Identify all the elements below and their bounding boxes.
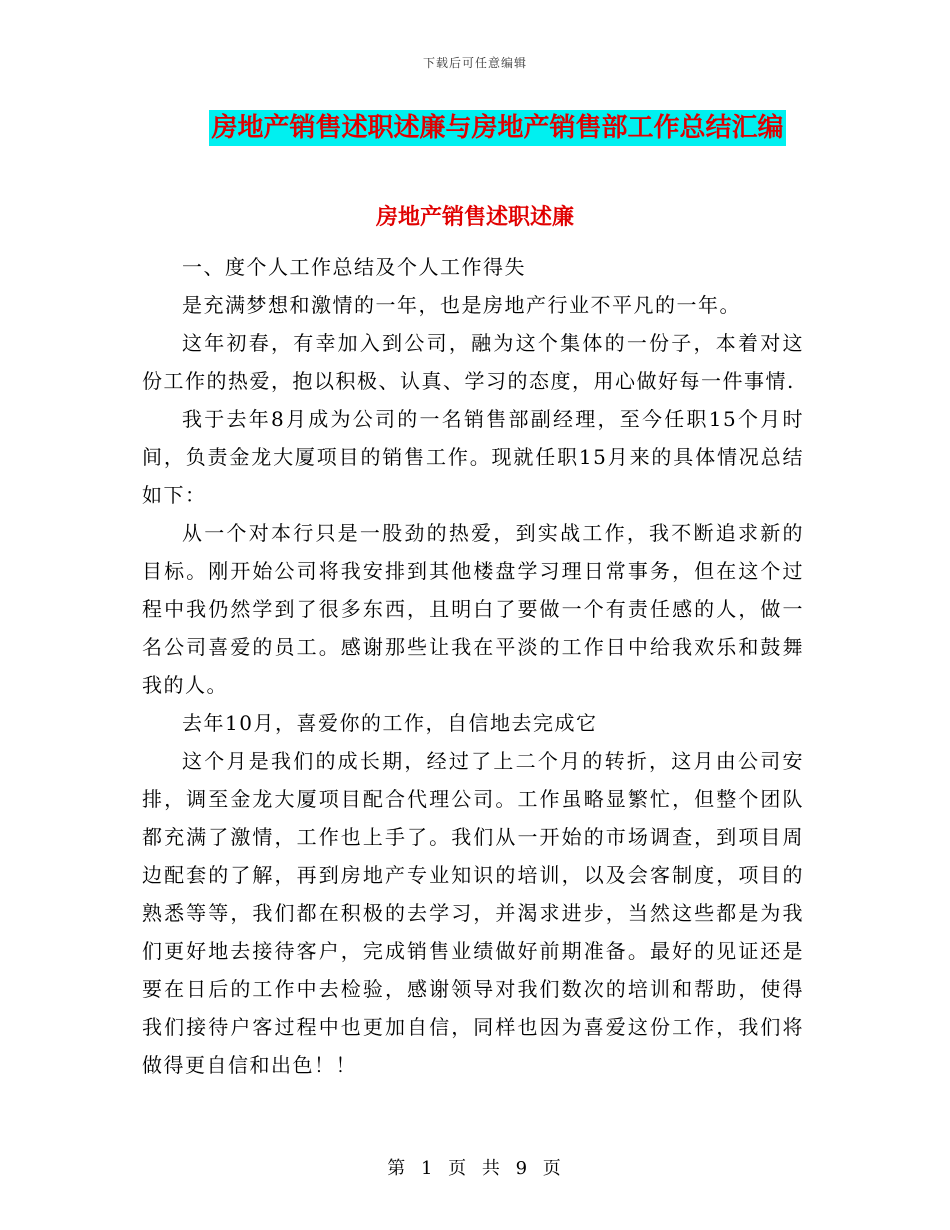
body-paragraph: 是充满梦想和激情的一年，也是房地产行业不平凡的一年。 <box>182 293 741 317</box>
document-title: 房地产销售述职述廉与房地产销售部工作总结汇编 <box>209 110 785 146</box>
body-paragraph: 一、度个人工作总结及个人工作得失 <box>182 255 526 279</box>
page-number-footer: 第 1 页 共 9 页 <box>387 1158 563 1179</box>
section-title: 房地产销售述职述廉 <box>375 204 574 230</box>
body-paragraph: 从一个对本行只是一股劲的热爱，到实战工作，我不断追求新的目标。刚开始公司将我安排到其他楼盘学习理日常事务，但在这个过程中我仍然学到了很多东西，且明白了要做一个有责任感的人，做一名公司喜爱的员工。感谢那些让我在平淡的工作日中给我欢乐和鼓舞我的人。 <box>142 521 804 697</box>
body-paragraph: 去年10月，喜爱你的工作，自信地去完成它 <box>182 711 598 735</box>
body-paragraph: 我于去年8月成为公司的一名销售部副经理，至今任职15个月时间，负责金龙大厦项目的销售工作。现就任职15月来的具体情况总结如下： <box>142 407 804 507</box>
document-title-container <box>0 110 950 146</box>
body-paragraph: 这年初春，有幸加入到公司，融为这个集体的一份子，本着对这份工作的热爱，抱以积极、认真、学习的态度，用心做好每一件事情. <box>142 331 804 393</box>
body-paragraph: 这个月是我们的成长期，经过了上二个月的转折，这月由公司安排，调至金龙大厦项目配合代理公司。工作虽略显繁忙，但整个团队都充满了激情，工作也上手了。我们从一开始的市场调查，到项目周边配套的了解，再到房地产专业知识的培训，以及会客制度，项目的熟悉等等，我们都在积极的去学习，并渴求进步，当然这些都是为我们更好地去接待客户，完成销售业绩做好前期准备。最好的见证还是要在日后的工作中去检验，感谢领导对我们数次的培训和帮助，使得我们接待户客过程中也更加自信，同样也因为喜爱这份工作，我们将做得更自信和出色！！ <box>142 749 804 1077</box>
document-body <box>142 248 804 1084</box>
page-header-note: 下载后可任意编辑 <box>422 56 527 70</box>
